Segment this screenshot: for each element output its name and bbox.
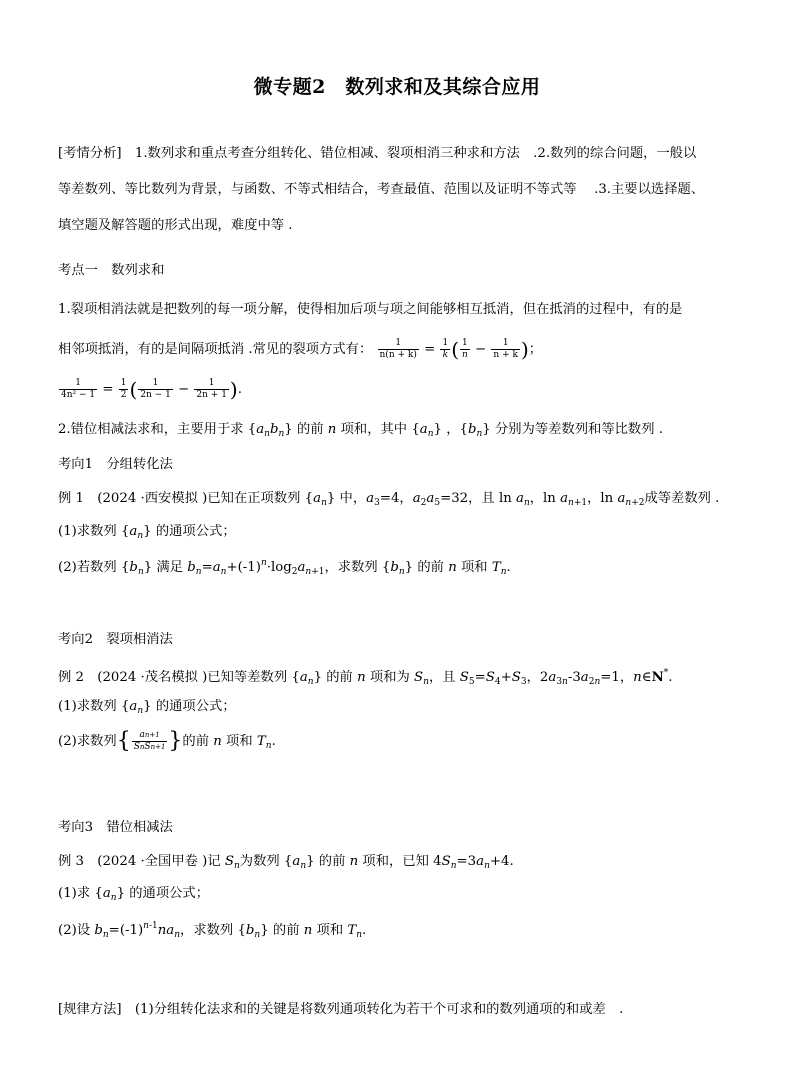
p1-line-2-text: 相邻项抵消，有的是间隔项抵消 .常见的裂项方式有： [58, 342, 373, 357]
example-2-question-1: (1)求数列 $\{a_n\}$ 的通项公式； [58, 699, 236, 716]
formula-fraction: $\frac{1}{n(n + k)}$ [379, 338, 417, 360]
example-1-question-1: (1)求数列 $\{a_n\}$ 的通项公式； [58, 524, 236, 541]
p1-line-1: 1.裂项相消法就是把数列的每一项分解，使得相加后项与项之间能够相互抵消，但在抵消的过程中，有的是 [58, 302, 683, 317]
p2-line: 2.错位相减法求和，主要用于求 $\{a_nb_n\}$ 的前 n 项和，其中 $\{a_n\}$ ，$\{b_n\}$ 分别为等差数列和等比数列 . [58, 422, 663, 439]
section-heading: 考点一 数列求和 [58, 263, 165, 278]
analysis-line-2: 等差数列、等比数列为背景，与函数、不等式相结合，考查最值、范围以及证明不等式等 .3.主要以选择题、 [58, 182, 705, 197]
formula-fraction: $\frac{1}{\text{4n² − 1}}$ [61, 378, 96, 400]
page-title: 微专题2 数列求和及其综合应用 [253, 76, 541, 98]
analysis-line-1: [考情分析] 1.数列求和重点考查分组转化、错位相减、裂项相消三种求和方法 .2.数列的综合问题，一般以 [58, 146, 697, 161]
formula-fraction: $\frac{1}{k}$ [442, 338, 449, 360]
example-1-question-2: (2)若数列 $\{b_n\}$ 满足 $b_n=a_n+(-1)^n\cdot\log_2a_{n+1}$，求数列 $\{b_n\}$ 的前 n 项和 $T_n$. [58, 558, 511, 577]
formula-fraction: $\frac{an+1}{\text{SnSn+1}}$ [133, 730, 166, 752]
example-3-question-1: (1)求 $\{a_n\}$ 的通项公式； [58, 886, 210, 903]
example-2-question-2: (2)求数列{ $\frac{an+1}{\text{SnSn+1}}$ }的前 n 项和 $T_n$. [58, 728, 276, 754]
method-summary: [规律方法] (1)分组转化法求和的关键是将数列通项转化为若干个可求和的数列通项的和或差 . [58, 1002, 624, 1017]
direction-heading-1: 考向1 分组转化法 [58, 457, 173, 472]
analysis-line-3: 填空题及解答题的形式出现，难度中等 . [58, 218, 293, 233]
example-2-stem: 例 2 (2024 ·茂名模拟 )已知等差数列 $\{a_n\}$ 的前 n 项和为 $S_n$，且 $S_5=S_4+S_3$，$2a_{3n}-3a_{2n}=1$，n∈N*. [58, 668, 673, 687]
p1-line-2: 相邻项抵消，有的是间隔项抵消 .常见的裂项方式有： $\frac{1}{n(n + k)}$ = $\frac{1}{k}$ ( $\frac{1}{n}$ − $\frac{1}{n + k}$ )； [58, 337, 543, 362]
example-3-stem: 例 3 (2024 ·全国甲卷 )记 $S_n$为数列 $\{a_n\}$ 的前 n 项和，已知 $4S_n=3a_n+4$. [58, 854, 514, 871]
formula-line: $\frac{1}{\text{4n² − 1}}$ = $\frac{1}{2}$ ( $\frac{1}{2n - 1}$ − $\frac{1}{2n + 1}$ ). [61, 377, 242, 402]
example-3-question-2: (2)设 $b_n=(-1)^{n-1}na_n$，求数列 $\{b_n\}$ 的前 n 项和 $T_n$. [58, 921, 367, 940]
direction-heading-3: 考向3 错位相减法 [58, 820, 173, 835]
direction-heading-2: 考向2 裂项相消法 [58, 632, 173, 647]
example-1-stem: 例 1 (2024 ·西安模拟 )已知在正项数列 $\{a_n\}$ 中，$a_3=4$，$a_2a_5=32$，且 $\ln a_n$，$\ln a_{n+1}$，$\ln a_{n+2}$成等差数列 . [58, 491, 720, 508]
